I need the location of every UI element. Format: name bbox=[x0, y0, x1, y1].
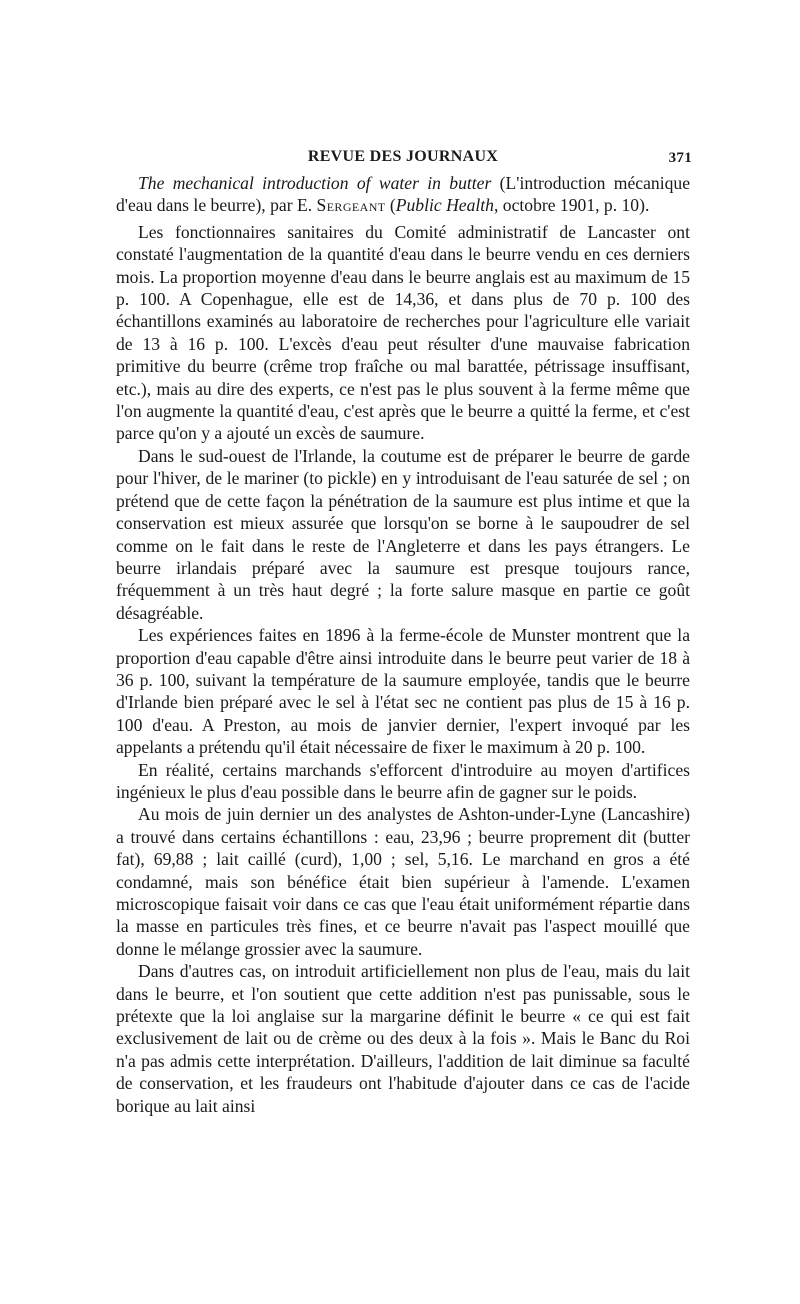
citation-details: , octobre 1901, p. 10). bbox=[493, 195, 650, 216]
article-body bbox=[116, 172, 690, 1117]
article-title-french: (L'introduction mécanique d'eau dans le beurre), par E. bbox=[116, 173, 691, 216]
citation-open-paren: ( bbox=[385, 195, 396, 216]
paragraph-6: Dans d'autres cas, on introduit artificiellement non plus de l'eau, mais du lait dans le beurre, et l'on soutient que cette addition n'est pas punissable, sous le prétexte que la loi anglaise sur la margarine définit le beurre « ce qui est fait exclusivement de lait ou de crème ou des deux à la fois ». Mais le Banc du Roi n'a pas admis cette interprétation. D'ailleurs, l'addition de lait diminue sa faculté de conservation, et les fraudeurs ont l'habitude d'ajouter dans ce cas de l'acide borique au lait ainsi bbox=[116, 961, 690, 1116]
running-title: REVUE DES JOURNAUX bbox=[307, 148, 499, 165]
article-title-english: The mechanical introduction of water in butter bbox=[138, 173, 492, 193]
paragraph-4: En réalité, certains marchands s'efforcent d'introduire au moyen d'artifices ingénieux le plus d'eau possible dans le beurre afin de gagner sur le poids. bbox=[116, 759, 690, 802]
paragraph-2: Dans le sud-ouest de l'Irlande, la coutume est de préparer le beurre de garde pour l'hiver, de le mariner (to pickle) en y introduisant de l'eau saturée de sel ; on prétend que de cette façon la pénétration de la saumure est plus intime et que la conservation est mieux assurée que lorsqu'on se borne à le saupoudrer de sel comme on le fait dans le reste de l'Angleterre et dans les pays étrangers. Le beurre irlandais préparé avec la saumure est presque toujours rance, fréquemment à un très haut degré ; la forte salure masque en partie ce goût désagréable. bbox=[116, 445, 690, 623]
author-name: Sergeant bbox=[316, 195, 386, 216]
paragraph-3: Les expériences faites en 1896 à la ferme-école de Munster montrent que la proportion d'eau capable d'être ainsi introduite dans le beurre peut varier de 18 à 36 p. 100, suivant la température de la saumure employée, tandis que le beurre d'Irlande bien préparé avec le sel à l'état sec ne contient pas plus de 15 à 16 p. 100 d'eau. A Preston, au mois de janvier dernier, l'expert invoqué par les appelants a prétendu qu'il était nécessaire de fixer le maximum à 20 p. 100. bbox=[116, 625, 690, 758]
page-number: 371 bbox=[668, 150, 692, 166]
article-citation bbox=[116, 172, 690, 217]
paragraph-5: Au mois de juin dernier un des analystes de Ashton-under-Lyne (Lancashire) a trouvé dans certains échantillons : eau, 23,96 ; beurre proprement dit (butter fat), 69,88 ; lait caillé (curd), 1,00 ; sel, 5,16. Le marchand en gros a été condamné, mais son bénéfice était bien supérieur à l'amende. L'examen microscopique faisait voir dans ce cas que l'eau était uniformément répartie dans la masse en particules très fines, et ce beurre n'avait pas l'aspect mouillé que donne le mélange grossier avec la saumure. bbox=[116, 804, 690, 959]
journal-name: Public Health bbox=[395, 195, 494, 216]
running-head bbox=[116, 142, 690, 172]
paragraph-1: Les fonctionnaires sanitaires du Comité administratif de Lancaster ont constaté l'augmentation de la quantité d'eau dans le beurre vendu en ces derniers mois. La proportion moyenne d'eau dans le beurre anglais est au maximum de 15 p. 100. A Copenhague, elle est de 14,36, et dans plus de 70 p. 100 des échantillons examinés au laboratoire de recherches pour l'agriculture elle variait de 13 à 16 p. 100. L'excès d'eau peut résulter d'une mauvaise fabrication primitive du beurre (crême trop fraîche ou mal barattée, pétrissage insuffisant, etc.), mais au dire des experts, ce n'est pas le plus souvent à la ferme même que l'on augmente la quantité d'eau, c'est après que le beurre a quitté la ferme, et c'est parce qu'on y a ajouté un excès de saumure. bbox=[116, 221, 690, 444]
